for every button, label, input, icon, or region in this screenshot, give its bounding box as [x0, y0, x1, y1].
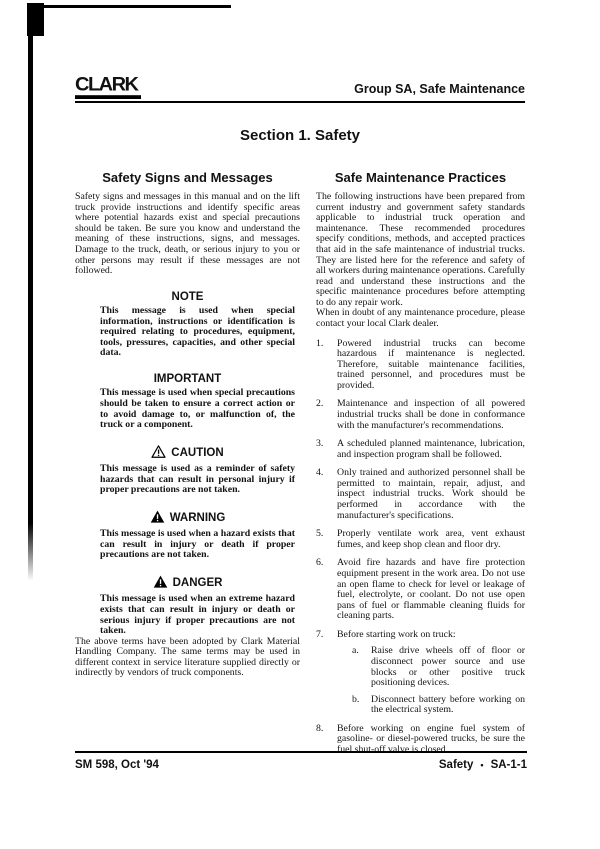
- list-item: [316, 558, 525, 621]
- page-header: [75, 76, 525, 103]
- list-item-number: 4.: [316, 467, 324, 479]
- list-item-text: Maintenance and inspection of all powered industrial trucks shall be done in conformance with the manufacturer's recommendations.: [337, 398, 525, 431]
- note-text: This message is used when special information, instructions or identification is required relating to procedures, equipment, tools, pressures, capacities, and other special data.: [100, 305, 295, 359]
- left-column-heading: Safety Signs and Messages: [102, 170, 273, 185]
- danger-label-text: DANGER: [172, 576, 223, 589]
- danger-label: [75, 575, 300, 591]
- message-block-caution: [75, 445, 300, 496]
- section-title: Section 1. Safety: [239, 127, 361, 144]
- list-item-text: Powered industrial trucks can become hazardous if maintenance is neglected. Therefore, suitable maintenance facilities, trained personnel, and procedures must be provided.: [337, 337, 525, 391]
- sub-item-letter: a.: [352, 645, 359, 657]
- message-block-important: [75, 373, 300, 431]
- scan-artifact-left-edge: [28, 3, 33, 581]
- list-item-number: 5.: [316, 528, 324, 540]
- list-item-text: Only trained and authorized personnel shall be permitted to maintain, repair, adjust, and inspect industrial trucks. Work should be performed in accordance with the manufacturer's specifications.: [337, 467, 525, 521]
- footer-section-label: Safety: [438, 759, 474, 771]
- important-label: [75, 373, 300, 385]
- list-item: [316, 529, 525, 550]
- group-title: Group SA, Safe Maintenance: [354, 82, 525, 96]
- list-item: [316, 468, 525, 521]
- warning-label: [75, 510, 300, 526]
- message-block-note: [75, 291, 300, 359]
- sub-item-text: Raise drive wheels off of floor or disconnect power source and use blocks or other positive truck positioning devices.: [371, 645, 525, 689]
- clark-logo: CLARK: [75, 77, 141, 99]
- sub-item-text: Disconnect battery before working on the electrical system.: [371, 693, 525, 716]
- scan-artifact-top-edge: [30, 5, 231, 8]
- list-item: [316, 630, 525, 716]
- message-block-warning: [75, 510, 300, 561]
- important-label-text: IMPORTANT: [153, 372, 222, 385]
- list-item-number: 7.: [316, 628, 324, 640]
- list-item-number: 3.: [316, 438, 324, 450]
- sub-list-item: [352, 695, 525, 716]
- list-item-with-subitems: [337, 630, 525, 716]
- list-item-text: A scheduled planned maintenance, lubrication, and inspection program shall be followed.: [337, 438, 525, 460]
- left-column: [75, 171, 300, 756]
- list-item: [316, 439, 525, 460]
- list-item-text: Properly ventilate work area, vent exhaust fumes, and keep shop clean and floor dry.: [337, 528, 525, 550]
- numbered-list: [316, 339, 525, 756]
- page-footer: [75, 751, 527, 771]
- list-item: [316, 399, 525, 431]
- warning-label-text: WARNING: [169, 511, 226, 524]
- danger-text: This message is used when an extreme hazard exists that can result in injury or death or serious injury if proper precautions are not taken.: [100, 593, 295, 637]
- important-text: This message is used when special precautions should be taken to ensure a correct action or to avoid damage to, or malfunction of, the truck or a component.: [100, 387, 295, 431]
- warning-text: This message is used when a hazard exists that can result in injury or death if proper precautions are not taken.: [100, 528, 295, 561]
- sub-list-item: [352, 646, 525, 688]
- list-item-number: 2.: [316, 398, 324, 410]
- practices-paragraph-1: The following instructions have been prepared from current industry and government safety standards applicable to industrial truck operation and maintenance. These recommended procedures specify conditions, methods, and accepted practices that aid in the safe maintenance of industrial trucks. They are listed here for the reference and safety of all workers during maintenance operations. Carefully read and understand these instructions and the specific maintenance procedures before attempting to do any repair work.: [316, 191, 525, 308]
- list-item-number: 8.: [316, 722, 324, 734]
- two-column-body: [75, 171, 525, 756]
- list-item-text: Before working on engine fuel system of gasoline- or diesel-powered trucks, be sure the fuel shut-off valve is closed.: [337, 722, 525, 756]
- caution-text: This message is used as a reminder of safety hazards that can result in personal injury if proper precautions are not taken.: [100, 463, 295, 496]
- document-number: SM 598, Oct '94: [75, 759, 159, 771]
- sub-item-letter: b.: [352, 693, 360, 705]
- danger-triangle-filled-icon: [153, 575, 168, 591]
- right-column: [316, 171, 525, 756]
- footer-page-number: SA-1-1: [490, 759, 527, 771]
- warning-triangle-outline-icon: [151, 445, 166, 461]
- list-item-text: Before starting work on truck:: [337, 628, 456, 640]
- warning-triangle-filled-icon: [150, 510, 165, 526]
- practices-paragraph-2: When in doubt of any maintenance procedure, please contact your local Clark dealer.: [316, 307, 525, 329]
- note-label-text: NOTE: [171, 290, 204, 303]
- list-item-number: 6.: [316, 557, 324, 569]
- list-item-text: Avoid fire hazards and have fire protection equipment present in the work area. Do not use an open flame to check for level or leakage of fuel, electrolyte, or coolant. Do not use open pans of fuel or flammable cleaning fluids for cleaning parts.: [337, 557, 525, 622]
- page-reference: [439, 759, 527, 771]
- list-item: [316, 339, 525, 392]
- caution-label-text: CAUTION: [171, 446, 224, 459]
- bullet-separator: •: [480, 760, 484, 770]
- caution-label: [75, 445, 300, 461]
- closing-paragraph: The above terms have been adopted by Clark Material Handling Company. The same terms may be used in different context in service literature supplied directly or indirectly by vendors of truck components.: [75, 635, 300, 679]
- note-label: [75, 291, 300, 303]
- list-item-number: 1.: [316, 337, 324, 349]
- intro-paragraph: Safety signs and messages in this manual and on the lift truck provide instructions and identify specific areas where potential hazards exist and special precautions should be taken. Be sure you know and understand the meaning of these instructions, signs, and messages. Damage to the truck, death, or serious injury to you or other persons may result if these messages are not followed.: [75, 191, 300, 277]
- message-block-danger: [75, 575, 300, 637]
- right-column-heading: Safe Maintenance Practices: [334, 170, 507, 185]
